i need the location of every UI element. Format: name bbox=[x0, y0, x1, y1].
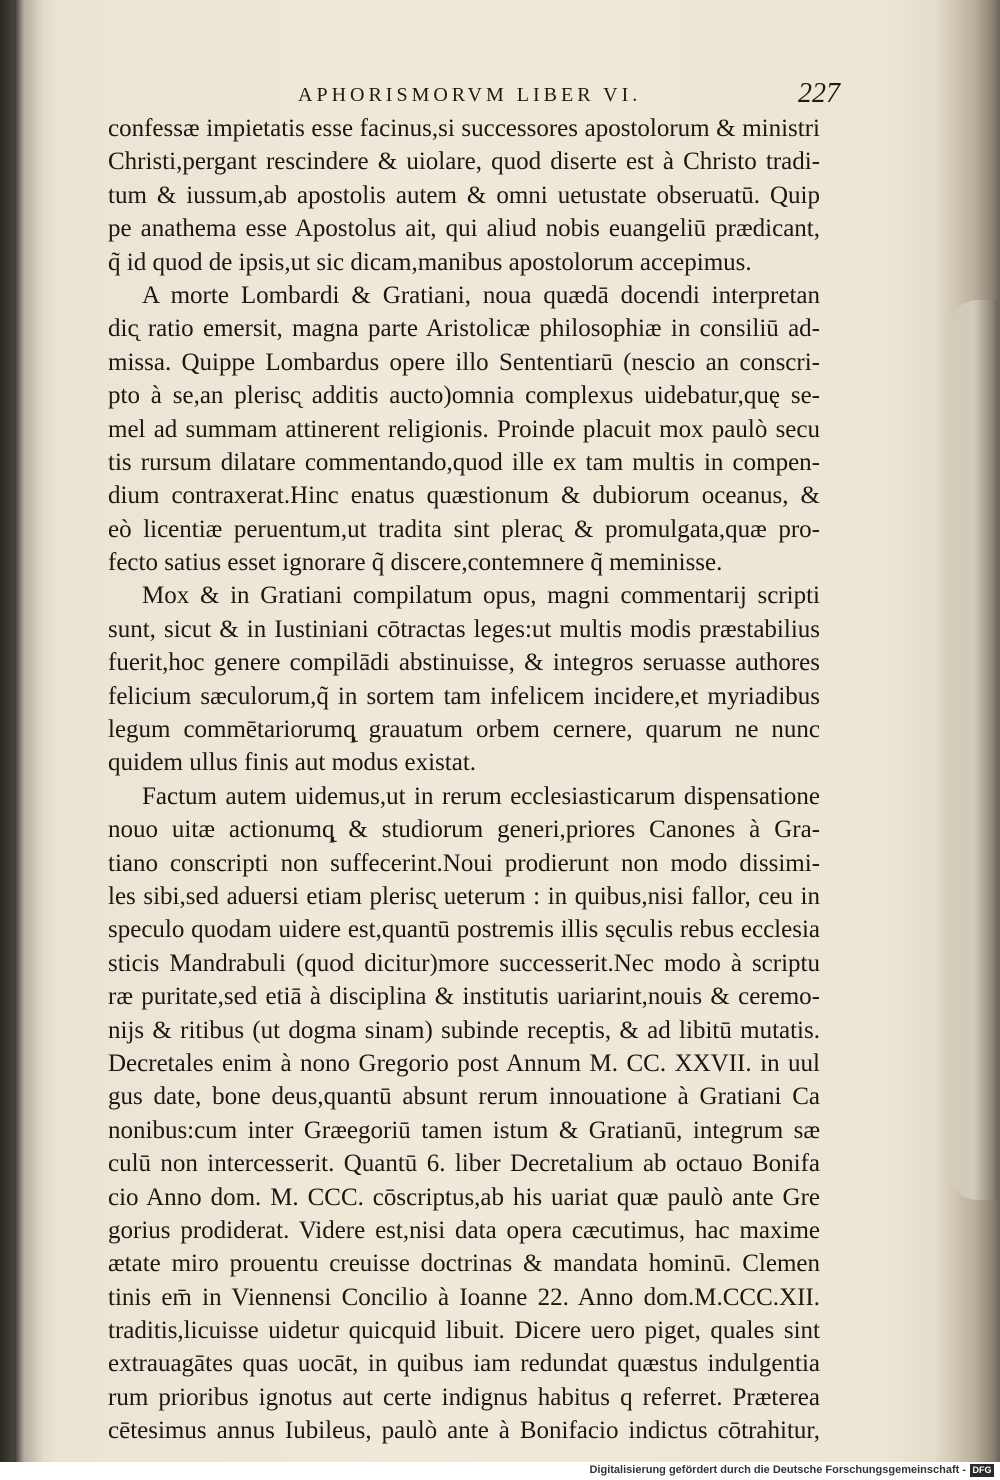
text-line: confessæ impietatis esse facinus,si successores apostolorum & ministri bbox=[108, 115, 820, 142]
text-line: felicium sæculorum,q̃ in sortem tam infelicem incidere,et myriadibus bbox=[108, 682, 820, 710]
text-line: culū non intercesserit. Quantū 6. liber Decretalium ab octauo Bonifa bbox=[108, 1150, 820, 1178]
book-gutter-shadow bbox=[14, 0, 44, 1462]
text-line: cētesimus annus Iubileus, paulò ante à Bonifacio indictus cōtrahitur, bbox=[108, 1417, 820, 1445]
text-line: fuerit,hoc genere compilādi abstinuisse, & integros seruasse authores bbox=[108, 649, 820, 677]
text-line: tinis em̄ in Viennensi Concilio à Ioanne 22. Anno dom.M.CCC.XII. bbox=[108, 1283, 820, 1311]
text-line: Mox & in Gratiani compilatum opus, magni commentarij scripti bbox=[142, 582, 820, 610]
text-line: fecto satius esset ignorare q̃ discere,contemnere q̃ meminisse. bbox=[108, 549, 723, 577]
text-line: pe anathema esse Apostolus ait, qui aliud nobis euangeliū prædicant, bbox=[108, 215, 820, 243]
text-line: Factum autem uidemus,ut in rerum ecclesiasticarum dispensatione bbox=[142, 782, 820, 810]
text-line: quidem ullus finis aut modus existat. bbox=[108, 749, 477, 777]
dfg-logo: DFG bbox=[970, 1464, 994, 1477]
text-line: nonibus:cum inter Græegoriū tamen istum & Gratianū, integrum sæ bbox=[108, 1116, 820, 1144]
text-line: tis rursum dilatare commentando,quod ille ex tam multis in compen- bbox=[108, 448, 820, 476]
digitization-footer bbox=[0, 1462, 1000, 1480]
text-line: nouo uitæ actionumq̨ & studiorum generi,priores Canones à Gra- bbox=[108, 816, 820, 844]
text-line: missa. Quippe Lombardus opere illo Sententiarū (nescio an conscri- bbox=[108, 348, 820, 376]
text-line: gus date, bone deus,quantū absunt rerum innouatione à Gratiani Ca bbox=[108, 1083, 820, 1111]
text-line: A morte Lombardi & Gratiani, noua quædā docendi interpretan bbox=[142, 281, 820, 309]
text-line: q̃ id quod de ipsis,ut sic dicam,manibus apostolorum accepimus. bbox=[108, 248, 752, 276]
text-line: ræ puritate,sed etiā à disciplina & institutis uariarint,nouis & ceremo- bbox=[108, 983, 820, 1011]
text-line: sticis Mandrabuli (quod dicitur)more successerit.Nec modo à scriptu bbox=[108, 949, 820, 977]
page-number: 227 bbox=[798, 78, 840, 109]
text-line: rum prioribus ignotus aut certe indignus habitus q referret. Præterea bbox=[108, 1383, 820, 1411]
page-edge-curl bbox=[948, 300, 998, 1200]
text-line: sunt, sicut & in Iustiniani cōtractas leges:ut multis modis præstabilius bbox=[108, 615, 820, 643]
text-line: extrauagātes quas uocāt, in quibus iam redundat quæstus indulgentia bbox=[108, 1350, 820, 1378]
text-line: ætate miro prouentu creuisse doctrinas & mandata hominū. Clemen bbox=[108, 1250, 820, 1278]
text-line: dic̨ ratio emersit, magna parte Aristolicæ philosophiæ in consiliū ad- bbox=[108, 315, 820, 343]
running-head: APHORISMORVM LIBER VI. bbox=[298, 84, 642, 106]
text-line: dium contraxerat.Hinc enatus quæstionum & dubiorum oceanus, & bbox=[108, 482, 820, 510]
text-line: eò licentiæ peruentum,ut tradita sint plerac̨ & promulgata,quæ pro- bbox=[108, 515, 820, 543]
funding-credit: Digitalisierung gefördert durch die Deutsche Forschungsgemeinschaft - bbox=[589, 1464, 966, 1476]
text-line: mel ad summam attinerent religionis. Proinde placuit mox paulò secu bbox=[108, 415, 820, 443]
text-line: legum commētariorumq̨ grauatum orbem cernere, quarum ne nunc bbox=[108, 716, 820, 744]
text-line: cio Anno dom. M. CCC. cōscriptus,ab his uariat quæ paulò ante Gre bbox=[108, 1183, 820, 1211]
text-line: pto à se,an plerisc̨ additis aucto)omnia complexus uidebatur,quę se- bbox=[108, 382, 820, 410]
text-line: traditis,licuisse uidetur quicquid libuit. Dicere uero piget, quales sint bbox=[108, 1317, 820, 1345]
text-line: Decretales enim à nono Gregorio post Annum M. CC. XXVII. in uul bbox=[108, 1049, 820, 1077]
text-line: tiano conscripti non suffecerint.Noui prodierunt non modo dissimi- bbox=[108, 849, 820, 877]
text-line: les sibi,sed aduersi etiam plerisc̨ ueterum : in quibus,nisi fallor, ceu in bbox=[108, 882, 820, 910]
text-block bbox=[108, 112, 820, 1448]
text-line: tum & iussum,ab apostolis autem & omni uetustate obseruatū. Quip bbox=[108, 181, 820, 209]
text-line: gorius prodiderat. Videre est,nisi data opera cæcutimus, hac maxime bbox=[108, 1216, 820, 1244]
text-line: Christi,pergant rescindere & uiolare, quod diserte est à Christo tradi- bbox=[108, 148, 820, 176]
text-line: nijs & ritibus (ut dogma sinam) subinde receptis, & ad libitū mutatis. bbox=[108, 1016, 820, 1044]
text-line: speculo quodam uidere est,quantū postremis illis sęculis rebus ecclesia bbox=[108, 916, 820, 944]
